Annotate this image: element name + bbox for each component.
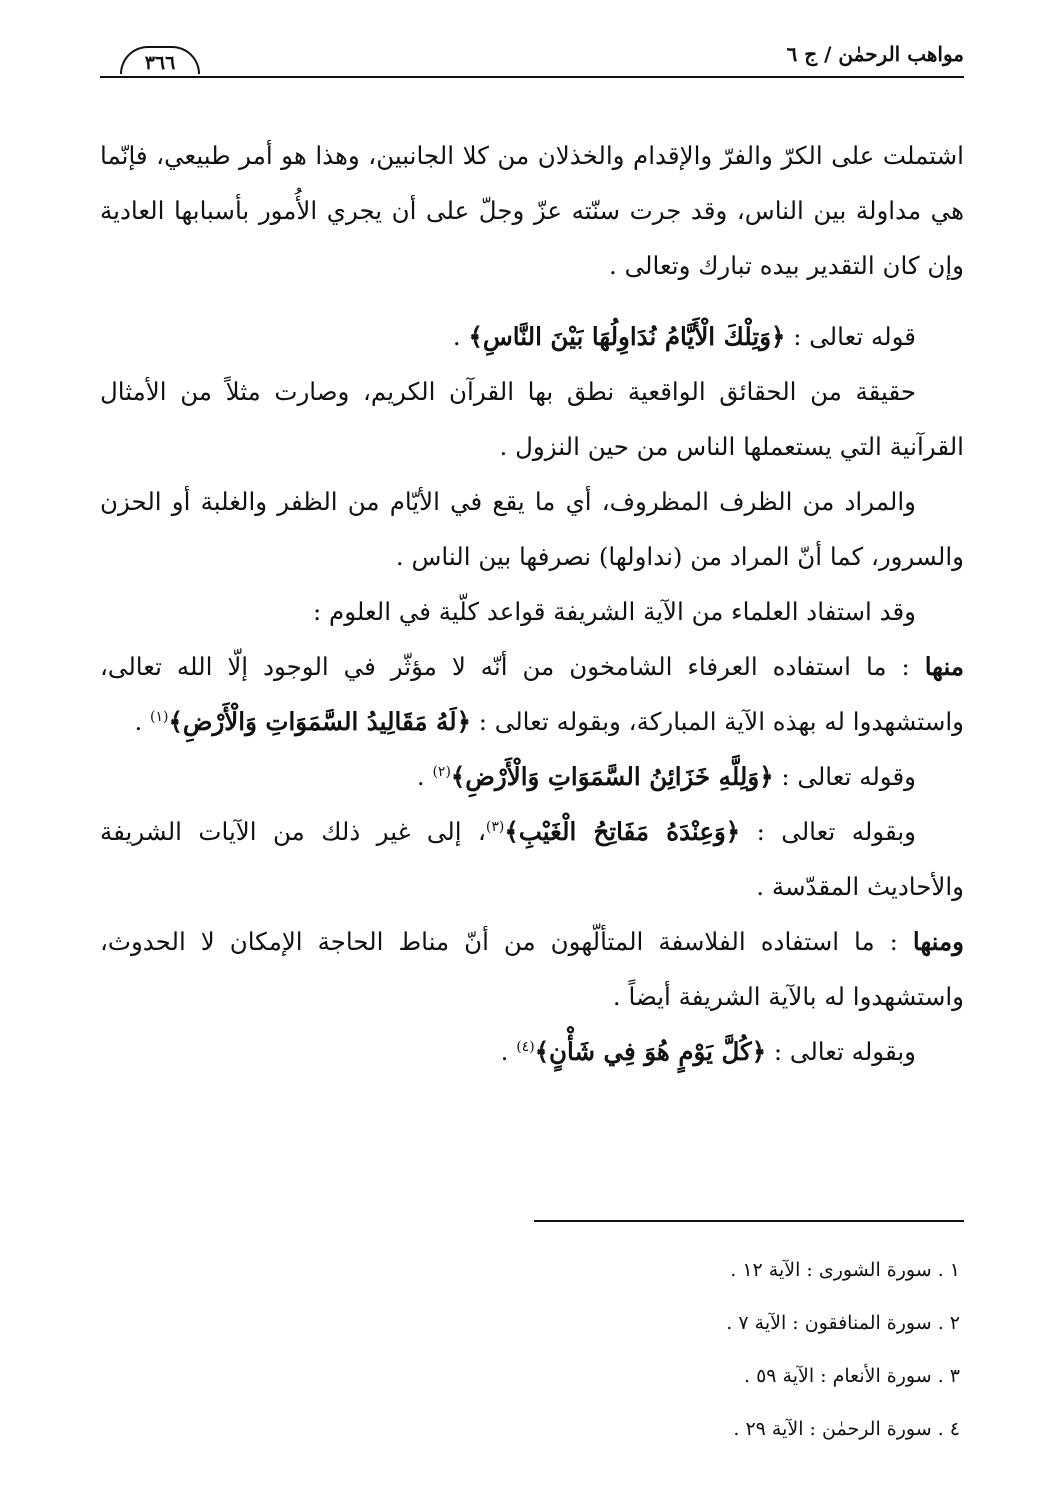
- quran-verse: ﴿وَتِلْكَ الْأَيَّامُ نُدَاوِلُهَا بَيْنَ النَّاسِ﴾: [468, 322, 786, 351]
- verse-intro: وبقوله تعالى :: [740, 817, 917, 846]
- quran-verse: ﴿وَعِنْدَهُ مَفَاتِحُ الْغَيْبِ﴾: [504, 817, 741, 846]
- quran-verse: ﴿لَهُ مَقَالِيدُ السَّمَوَاتِ وَالْأَرْضِ﴾: [168, 707, 471, 736]
- running-header-title: مواهب الرحمٰن / ج ٦: [786, 42, 964, 66]
- rule-lead-word: منها: [924, 652, 964, 681]
- paragraph-text: حقيقة من الحقائق الواقعية نطق بها القرآن الكريم، وصارت مثلاً من الأمثال القرآنية التي يستعملها الناس من حين النزول .: [100, 377, 964, 461]
- verse-intro: وقوله تعالى :: [773, 762, 916, 791]
- footnote-1: ١ . سورة الشورى : الآية ١٢ .: [730, 1259, 960, 1281]
- quran-verse: ﴿وَلِلَّهِ خَزَائِنُ السَّمَوَاتِ وَالْأَرْضِ﴾: [450, 762, 774, 791]
- footnote-3: ٣ . سورة الأنعام : الآية ٥٩ .: [744, 1365, 960, 1387]
- paragraph-text: اشتملت على الكرّ والفرّ والإقدام والخذلان من كلا الجانبين، وهذا هو أمر طبيعي، فإنّما هي مداولة بين الناس، وقد جرت سنّته عزّ وجلّ على أن يجري الأُمور بأسبابها العادية وإن كان التقدير بيده تبارك وتعالى .: [100, 141, 964, 280]
- paragraph-second-rule: [100, 914, 964, 1024]
- paragraph-verse-3: [100, 804, 964, 914]
- quran-verse: ﴿كُلَّ يَوْمٍ هُوَ فِي شَأْنٍ﴾: [534, 1037, 767, 1066]
- paragraph-first-rule: [100, 639, 964, 749]
- running-header: [100, 38, 964, 86]
- verse-intro: قوله تعالى :: [785, 322, 916, 351]
- footnote-ref-2[interactable]: (٢): [432, 764, 451, 780]
- footnotes: [100, 1244, 964, 1456]
- paragraph-reality: [100, 364, 964, 474]
- paragraph-rules: [100, 584, 964, 639]
- rule-lead-word: ومنها: [912, 927, 964, 956]
- paragraph-verse-4: [100, 1024, 964, 1079]
- paragraph-intro: [100, 128, 964, 293]
- paragraph-text: : ما استفاده الفلاسفة المتألّهون من أنّ مناط الحاجة الإمكان لا الحدوث، واستشهدوا له بالآية الشريفة أيضاً .: [100, 927, 964, 1011]
- header-rule: [100, 76, 964, 78]
- footnote-ref-3[interactable]: (٣): [485, 819, 505, 835]
- verse-intro: وبقوله تعالى :: [766, 1037, 916, 1066]
- footnote-ref-4[interactable]: (٤): [516, 1039, 535, 1055]
- paragraph-meaning: [100, 474, 964, 584]
- footnote-ref-1[interactable]: (١): [150, 709, 169, 725]
- paragraph-text: وقد استفاد العلماء من الآية الشريفة قواعد كلّية في العلوم :: [312, 597, 916, 626]
- footnote-separator: [534, 1220, 964, 1222]
- footnote-4: ٤ . سورة الرحمٰن : الآية ٢٩ .: [733, 1418, 960, 1440]
- paragraph-verse-heading: [100, 309, 964, 364]
- paragraph-text: : ما استفاده العرفاء الشامخون من أنّه لا مؤثّر في الوجود إلّا الله تعالى، واستشهدوا له بهذه الآية المباركة، وبقوله تعالى :: [100, 652, 964, 736]
- paragraph-verse-2: [100, 749, 964, 804]
- verse-end: .: [134, 707, 151, 736]
- footnote-2: ٢ . سورة المنافقون : الآية ٧ .: [726, 1312, 960, 1334]
- verse-end: .: [416, 762, 433, 791]
- paragraph-text: ، إلى غير ذلك من الآيات الشريفة والأحاديث المقدّسة .: [100, 817, 964, 901]
- body-text: [100, 128, 964, 1079]
- verse-end: .: [452, 322, 469, 351]
- page-number: ٣٦٦: [120, 46, 200, 74]
- paragraph-text: والمراد من الظرف المظروف، أي ما يقع في الأيّام من الظفر والغلبة أو الحزن والسرور، كما أنّ المراد من (نداولها) نصرفها بين الناس .: [100, 487, 964, 571]
- verse-end: .: [500, 1037, 517, 1066]
